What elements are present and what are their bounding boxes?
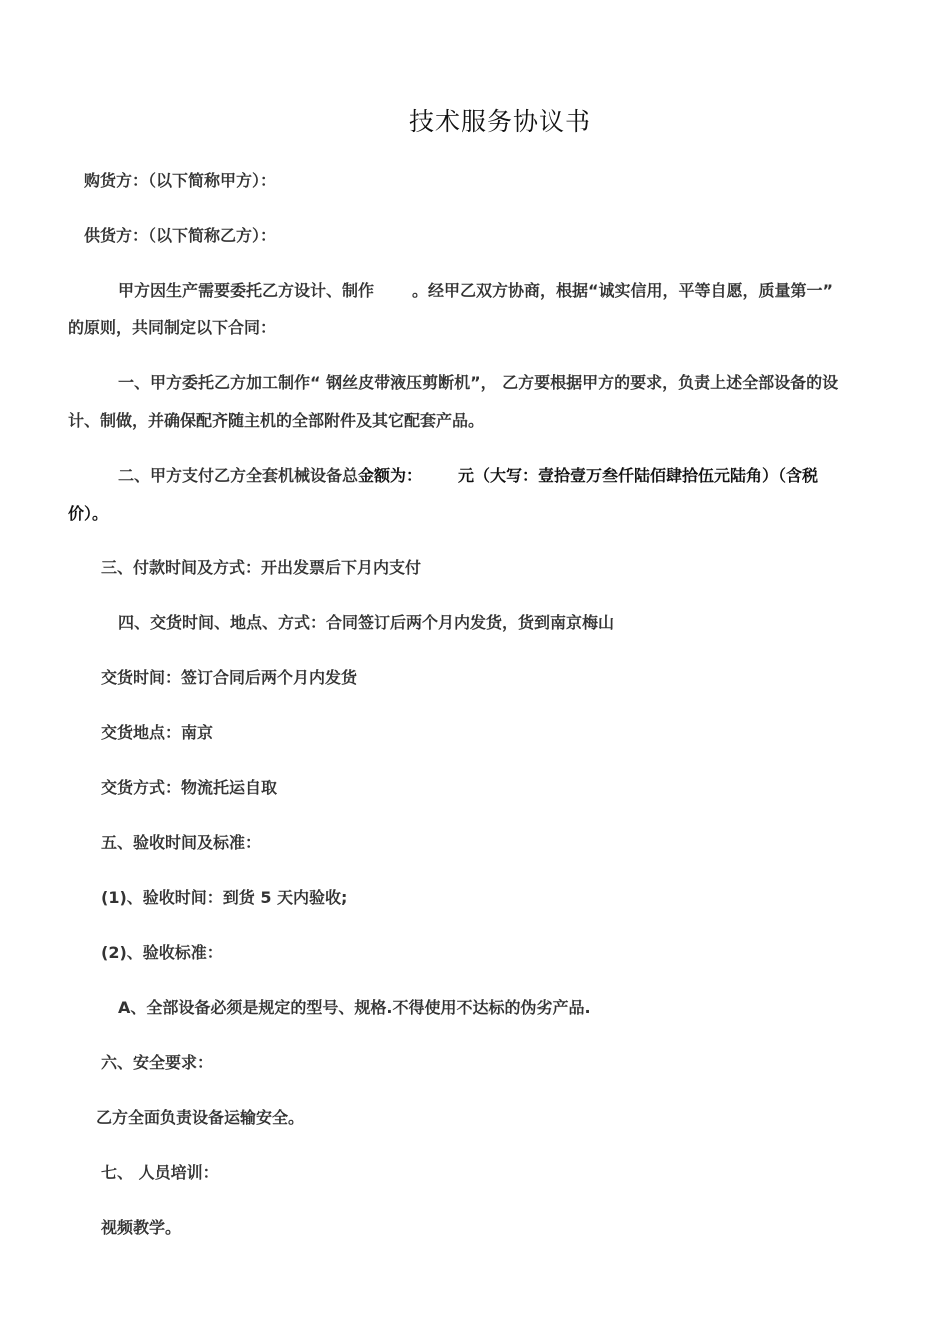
clause5-2: (2)、验收标准： — [101, 943, 223, 962]
clause2-text-part1: 二、甲方支付乙方全套机械设备总 — [118, 466, 359, 485]
clause7-text: 视频教学。 — [101, 1218, 182, 1237]
intro-text-part2: 。经甲乙双方协商，根据“诚实信用，平等自愿，质量第一” — [412, 281, 834, 300]
clause7: 七、 人员培训： — [101, 1163, 219, 1182]
delivery-method: 交货方式：物流托运自取 — [101, 778, 278, 797]
clause3: 三、付款时间及方式：开出发票后下月内支付 — [101, 558, 422, 577]
clause2-line-1 — [118, 465, 818, 487]
delivery-time: 交货时间：签订合同后两个月内发货 — [101, 668, 358, 687]
document-title: 技术服务协议书 — [408, 107, 591, 136]
buyer-line: 购货方：（以下简称甲方）： — [84, 171, 277, 190]
clause2-line-2: 价）。 — [68, 504, 109, 523]
clause2-text-part2: 金额为： — [358, 466, 423, 485]
clause2-text-part3: 元（大写：壹拾壹万叁仟陆佰肆拾伍元陆角）（含税 — [458, 466, 819, 485]
intro-line-2: 的原则，共同制定以下合同： — [68, 318, 277, 337]
delivery-place: 交货地点：南京 — [101, 723, 214, 742]
intro-text-part1: 甲方因生产需要委托乙方设计、制作 — [118, 281, 375, 300]
clause5: 五、验收时间及标准： — [101, 833, 262, 852]
clause6-text: 乙方全面负责设备运输安全。 — [96, 1108, 305, 1127]
clause5-a: A、全部设备必须是规定的型号、规格.不得使用不达标的伪劣产品. — [118, 998, 591, 1017]
clause1-line-2: 计、制做，并确保配齐随主机的全部附件及其它配套产品。 — [68, 411, 485, 430]
clause1-line-1: 一、甲方委托乙方加工制作“ 钢丝皮带液压剪断机”， 乙方要根据甲方的要求，负责上述全部设备的设 — [118, 373, 839, 392]
clause6: 六、安全要求： — [101, 1053, 214, 1072]
clause5-1: (1)、验收时间：到货 5 天内验收; — [101, 888, 348, 907]
clause4: 四、交货时间、地点、方式：合同签订后两个月内发货，货到南京梅山 — [118, 613, 615, 632]
supplier-line: 供货方：（以下简称乙方）： — [84, 226, 277, 245]
intro-line-1 — [118, 280, 833, 302]
